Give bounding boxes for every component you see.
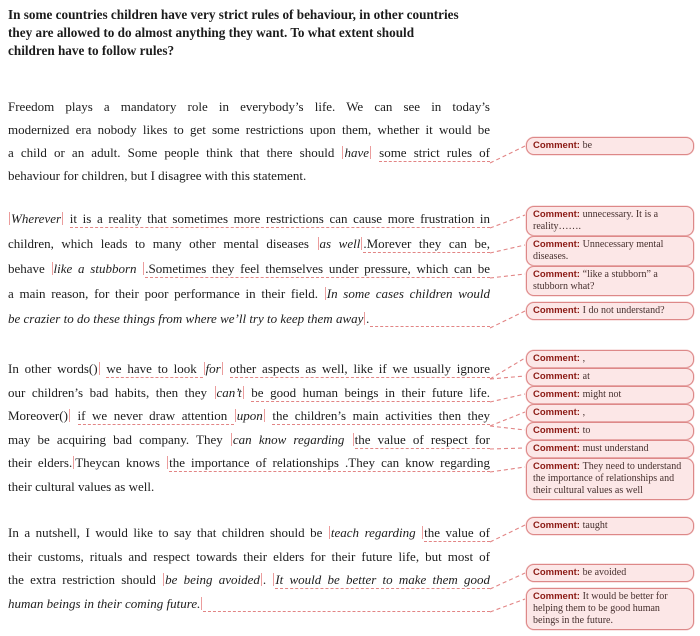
commented-text: .Morever they can be, bbox=[363, 236, 490, 251]
essay-text-segment: be crazier to do these things from where we’ll try to keep them away bbox=[8, 311, 364, 326]
comment-balloon[interactable] bbox=[526, 302, 694, 320]
essay-text-segment: a main reason, for their poor performance in their field. bbox=[8, 286, 324, 301]
comment-text: might not bbox=[582, 389, 622, 400]
essay-text-segment: can’t bbox=[216, 384, 242, 400]
comment-balloon[interactable] bbox=[526, 440, 694, 458]
comment-text: I do not understand? bbox=[582, 305, 665, 316]
comment-text: Unnecessary mental diseases. bbox=[533, 239, 664, 262]
essay-text-segment: . bbox=[366, 311, 370, 326]
essay-text-segment: modernized era nobody likes to get some restrictions upon them, whether it would be bbox=[8, 122, 490, 137]
commented-text: .Sometimes they feel themselves under pressure, which can be bbox=[145, 261, 491, 276]
comment-label: Comment: bbox=[533, 407, 583, 418]
essay-text-segment: In a nutshell, I would like to say that children should be bbox=[8, 525, 328, 540]
comment-balloon[interactable] bbox=[526, 588, 694, 630]
comment-text: be bbox=[582, 140, 593, 151]
comment-label: Comment: bbox=[533, 461, 583, 472]
comment-balloon[interactable] bbox=[526, 350, 694, 368]
comment-balloon[interactable] bbox=[526, 368, 694, 386]
commented-text: the value of respect for bbox=[354, 431, 490, 447]
comment-balloon[interactable] bbox=[526, 206, 694, 236]
essay-text-segment: Freedom plays a mandatory role in everybody’s life. We can see in today’s bbox=[8, 99, 490, 114]
essay-text-segment: . bbox=[262, 572, 273, 587]
comment-balloon[interactable] bbox=[526, 458, 694, 500]
comment-balloon[interactable] bbox=[526, 404, 694, 422]
comment-label: Comment: bbox=[533, 443, 583, 454]
essay-text-segment: be being avoided bbox=[165, 572, 260, 587]
essay-text-segment: In other words() bbox=[8, 361, 98, 376]
comment-label: Comment: bbox=[533, 140, 583, 151]
essay-text-segment: have bbox=[344, 145, 370, 160]
essay-text-segment: children have to follow rules? bbox=[8, 43, 175, 58]
commented-text: It would be better to make them good bbox=[275, 572, 490, 587]
essay-text-segment: upon bbox=[236, 408, 263, 423]
comment-label: Comment: bbox=[533, 591, 583, 602]
comment-text: It would be better for helping them to be good human beings in the future. bbox=[533, 591, 668, 626]
comment-text: be avoided bbox=[582, 567, 627, 578]
comment-text: , bbox=[582, 407, 586, 418]
essay-text-segment: for bbox=[205, 361, 221, 376]
comment-balloon[interactable] bbox=[526, 517, 694, 535]
essay-text-segment: behaviour for children, but I disagree with this statement. bbox=[8, 168, 307, 183]
essay-text-segment: our children’s bad habits, then they bbox=[8, 384, 214, 400]
essay-text-segment: the extra restriction should bbox=[8, 572, 163, 587]
essay-text-segment: like a stubborn bbox=[53, 261, 143, 276]
commented-text: if we never draw attention bbox=[77, 408, 234, 423]
comment-text: to bbox=[582, 425, 591, 436]
comment-label: Comment: bbox=[533, 389, 583, 400]
comment-text: “like a stubborn” a stubborn what? bbox=[533, 269, 658, 292]
comment-label: Comment: bbox=[533, 305, 583, 316]
commented-text: be good human beings in their future life. bbox=[251, 384, 491, 400]
essay-text-segment: Wherever bbox=[11, 211, 62, 226]
essay-text-segment: Moreover() bbox=[8, 408, 68, 423]
comment-text: taught bbox=[582, 520, 608, 531]
comment-text: at bbox=[582, 371, 590, 382]
comment-balloon[interactable] bbox=[526, 137, 694, 155]
comment-label: Comment: bbox=[533, 425, 583, 436]
commented-text: the importance of relationships .They can know regarding bbox=[169, 455, 490, 470]
commented-text: some strict rules of bbox=[379, 145, 491, 160]
essay-text-segment: In some countries children have very strict rules of behaviour, in other countries bbox=[8, 7, 459, 22]
comment-label: Comment: bbox=[533, 269, 583, 280]
commented-text: we have to look bbox=[106, 361, 203, 376]
essay-text-segment: human beings in their coming future. bbox=[8, 595, 201, 611]
essay-text-segment: children, which leads to many other mental diseases bbox=[8, 236, 317, 251]
essay-text-segment: a child or an adult. Some people think that there should bbox=[8, 145, 342, 160]
essay-text-segment: their elders. bbox=[8, 455, 73, 470]
comment-text: must understand bbox=[582, 443, 649, 454]
essay-text-segment: can know regarding bbox=[232, 431, 352, 447]
comment-text: They need to understand the importance of relationships and their cultural values as well bbox=[533, 461, 682, 496]
essay-text-segment: teach regarding bbox=[330, 525, 422, 540]
comment-balloon[interactable] bbox=[526, 422, 694, 440]
comment-balloon[interactable] bbox=[526, 236, 694, 266]
commented-text: other aspects as well, like if we usually ignore bbox=[229, 361, 491, 376]
comment-label: Comment: bbox=[533, 371, 583, 382]
comment-balloon[interactable] bbox=[526, 266, 694, 296]
essay-text-segment: behave bbox=[8, 261, 51, 276]
essay-text-segment: In some cases children would bbox=[326, 286, 490, 301]
essay-text-segment: their customs, rituals and respect towards their elders for their future life, but most of bbox=[8, 548, 490, 564]
commented-text: it is a reality that sometimes more restrictions can cause more frustration in bbox=[69, 211, 491, 226]
comment-label: Comment: bbox=[533, 209, 583, 220]
commented-text: the children’s main activities then they bbox=[272, 408, 491, 423]
comment-text: , bbox=[582, 353, 586, 364]
comment-text: unnecessary. It is a reality……. bbox=[533, 209, 659, 232]
essay-text-segment: they are allowed to do almost anything they want. To what extent should bbox=[8, 25, 415, 40]
comment-label: Comment: bbox=[533, 353, 583, 364]
essay-text-segment: Theycan knows bbox=[75, 455, 167, 470]
comment-label: Comment: bbox=[533, 567, 583, 578]
essay-text-segment: may be acquiring bad company. They bbox=[8, 431, 230, 447]
essay-text-segment: their cultural values as well. bbox=[8, 478, 155, 494]
comment-balloon[interactable] bbox=[526, 386, 694, 404]
comment-label: Comment: bbox=[533, 239, 583, 250]
essay-text-segment: as well bbox=[319, 236, 361, 251]
comment-balloon[interactable] bbox=[526, 564, 694, 582]
commented-text: the value of bbox=[424, 525, 490, 540]
comment-label: Comment: bbox=[533, 520, 583, 531]
